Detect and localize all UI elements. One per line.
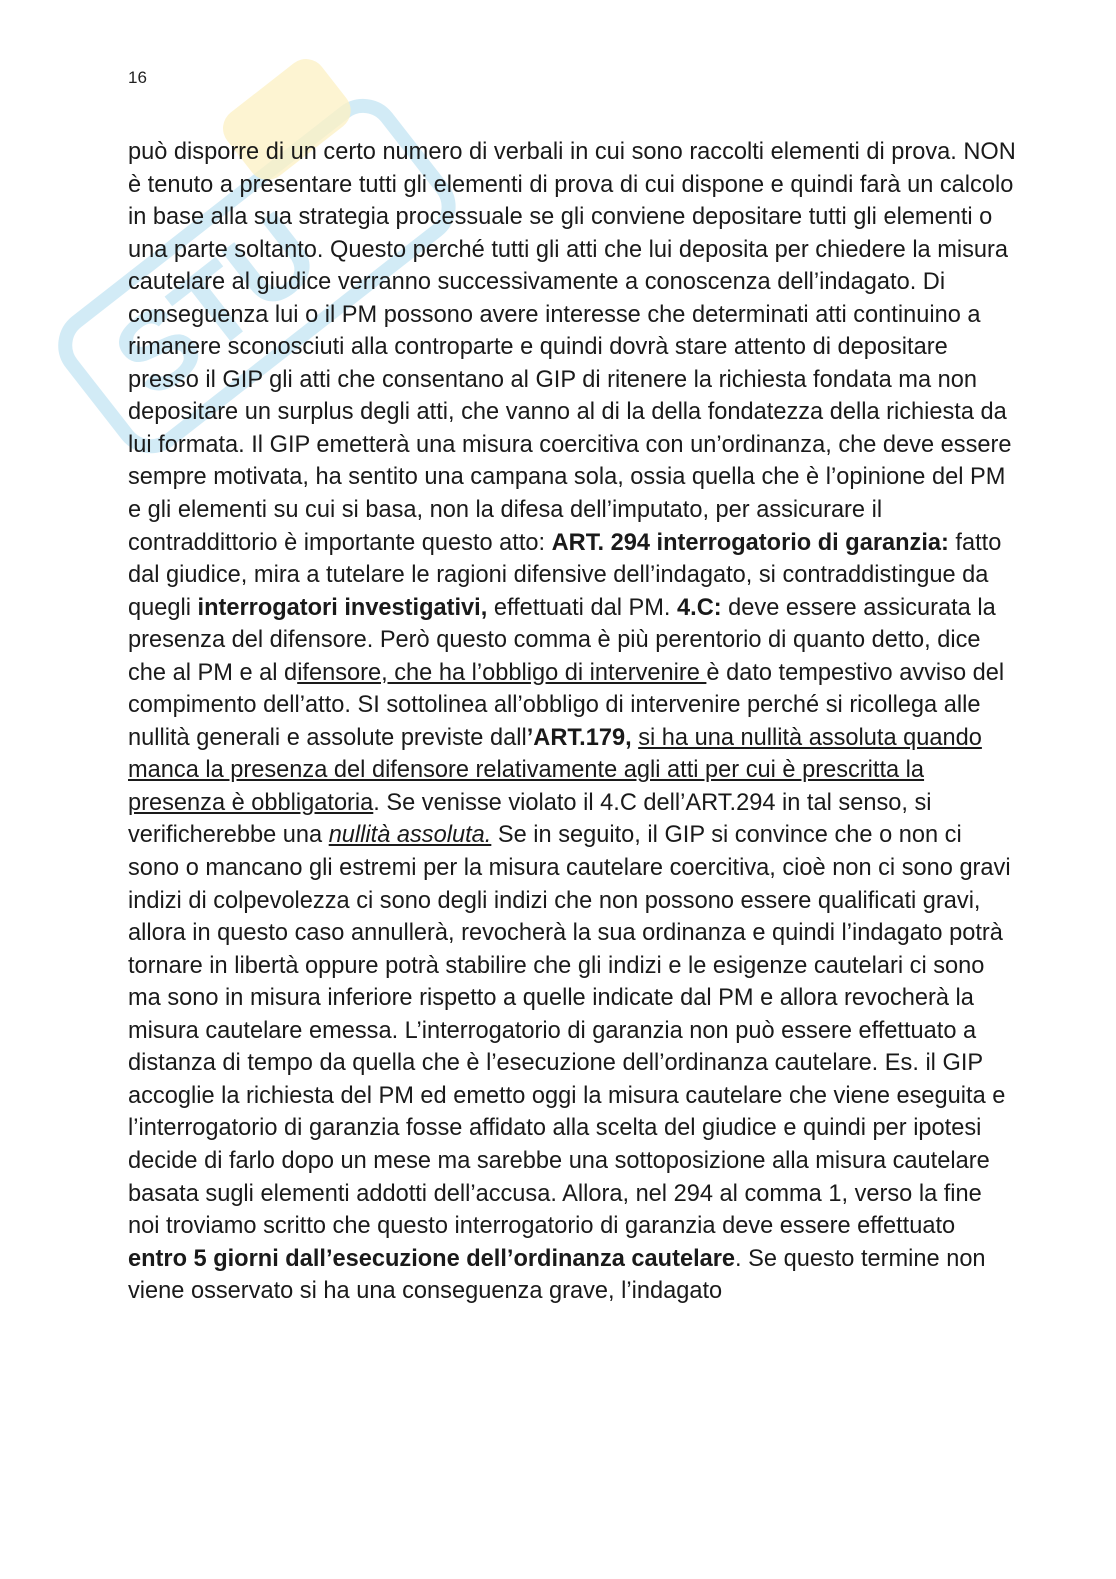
bold-run-5-giorni: entro 5 giorni dall’esecuzione dell’ordinanza cautelare (128, 1245, 736, 1272)
text-run: deve essere assicurata la presenza del difensore. Però questo comma è più perentorio di quanto detto, dice che al PM e al d (128, 594, 996, 686)
text-run: . Se questo termine non viene osservato si ha una conseguenza grave, l’indagato (128, 1245, 986, 1305)
svg-text:STU: STU (91, 188, 341, 422)
bold-run-art294: ART. 294 interrogatorio di garanzia: (551, 529, 949, 556)
page-number: 16 (128, 68, 147, 87)
underlined-run-difensore: ifensore, che ha l’obbligo di intervenire (297, 659, 707, 686)
text-run: fatto dal giudice, mira a tutelare le ragioni difensive dell’indagato, si contraddistingue da quegli (128, 529, 1002, 621)
bold-run-art179: ’ART.179, (526, 724, 632, 751)
text-run: effettuati dal PM. (487, 594, 678, 621)
text-run: può disporre di un certo numero di verbali in cui sono raccolti elementi di prova. NON è tenuto a presentare tutti gli elementi di prova di cui dispone e quindi farà un calcolo in base alla sua strategia processuale se gli conviene depositare tutti gli elementi o una parte soltanto. Questo perché tutti gli atti che lui deposita per chiedere la misura cautelare al giudice verranno successivamente a conoscenza dell’indagato. Di conseguenza lui o il PM possono avere interesse che determinati atti continuino a rimanere sconosciuti alla controparte e quindi dovrà stare attento di depositare presso il GIP gli atti che consentano al GIP di ritenere la richiesta fondata ma non depositare un surplus degli atti, che vanno al di la della fondatezza della richiesta da lui formata. Il GIP emetterà una misura coercitiva con un’ordinanza, che deve essere sempre motivata, ha sentito una campana sola, ossia quella che è l’opinione del PM e gli elementi su cui si basa, non la difesa dell’imputato, per assicurare il contraddittorio è importante questo atto: (128, 139, 1016, 556)
body-paragraph (128, 136, 1018, 1308)
bold-run-4c: 4.C: (677, 594, 722, 621)
bold-run-interrogatori: interrogatori investigativi, (197, 594, 488, 621)
underlined-run-nullita: si ha una nullità assoluta quando manca la presenza del difensore relativamente agli atti per cui è prescritta la presenza è obbligatoria (128, 724, 982, 816)
text-run: Se in seguito, il GIP si convince che o non ci sono o mancano gli estremi per la misura cautelare coercitiva, cioè non ci sono gravi indizi di colpevolezza ci sono degli indizi che non possono essere qualificati gravi, allora in questo caso annullerà, revocherà la sua ordinanza e quindi l’indagato potrà tornare in libertà oppure potrà stabilire che gli indizi e le esigenze cautelari ci sono ma sono in misura inferiore rispetto a quelle indicate dal PM e allora revocherà la misura cautelare emessa. L’interrogatorio di garanzia non può essere effettuato a distanza di tempo da quella che è l’esecuzione dell’ordinanza cautelare. Es. il GIP accoglie la richiesta del PM ed emetto oggi la misura cautelare che viene eseguita e l’interrogatorio di garanzia fosse affidato alla scelta del giudice e quindi per ipotesi decide di farlo dopo un mese ma sarebbe una sottoposizione alla misura cautelare basata sugli elementi addotti dell’accusa. Allora, nel 294 al comma 1, verso la fine noi troviamo scritto che questo interrogatorio di garanzia deve essere effettuato (128, 822, 1011, 1240)
text-run: è dato tempestivo avviso del compimento dell’atto. SI sottolinea all’obbligo di intervenire perché si ricollega alle nullità generali e assolute previste dall (128, 659, 1005, 751)
text-run: . Se venisse violato il 4.C dell’ART.294 in tal senso, si verificherebbe una (128, 789, 932, 849)
italic-underlined-run: nullità assoluta. (328, 822, 492, 849)
